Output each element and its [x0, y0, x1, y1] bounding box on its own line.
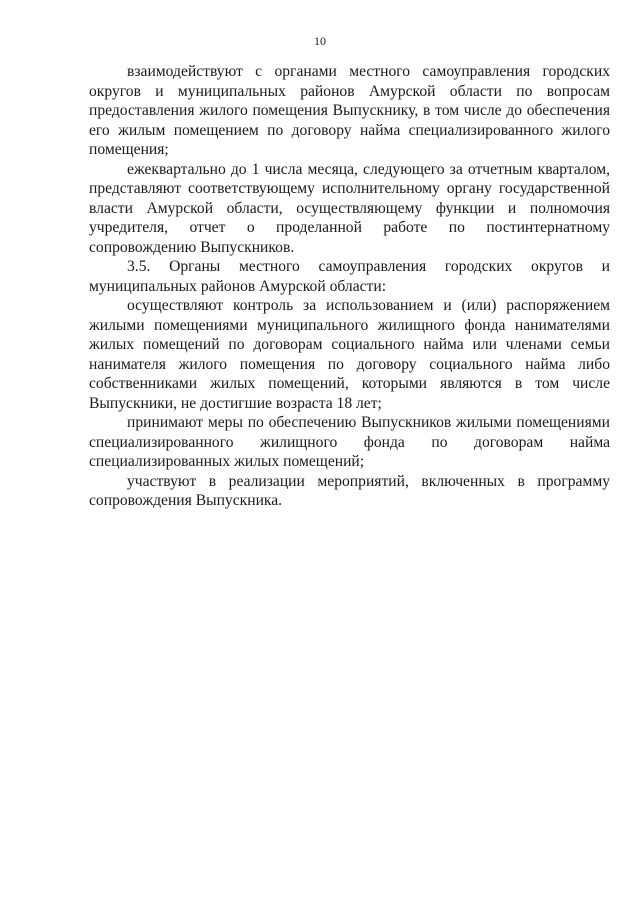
page-number: 10 [314, 34, 326, 48]
paragraph-housing-provision: принимают меры по обеспечению Выпускников жилыми помещениями специализированного жилищного фонда по договорам найма специализированных жилых помещений; [89, 414, 610, 470]
paragraph-interaction-with-local-authorities: взаимодействуют с органами местного самоуправления городских округов и муниципальных районов Амурской области по вопросам предоставления жилого помещения Выпускнику, в том числе до обеспечения его жилым помещением по договору найма специализированного жилого помещения; [89, 63, 610, 158]
paragraph-housing-control: осуществляют контроль за использованием и (или) распоряжением жилыми помещениями муниципального жилищного фонда нанимателями жилых помещений по договорам социального найма или членами семьи нанимателя жилого помещения по договору социального найма либо собственниками жилых помещений, которыми являются в том числе Выпускники, не достигшие возраста 18 лет; [89, 297, 610, 412]
paragraph-program-participation: участвуют в реализации мероприятий, включенных в программу сопровождения Выпускника. [89, 472, 610, 509]
document-body [89, 62, 610, 511]
paragraph-quarterly-report: ежеквартально до 1 числа месяца, следующего за отчетным кварталом, представляют соответствующему исполнительному органу государственной власти Амурской области, осуществляющему функции и полномочия учредителя, отчет о проделанной работе по постинтернатному сопровождению Выпускников. [89, 160, 610, 256]
paragraph-section-3-5-heading: 3.5. Органы местного самоуправления городских округов и муниципальных районов Амурской области: [89, 258, 610, 295]
